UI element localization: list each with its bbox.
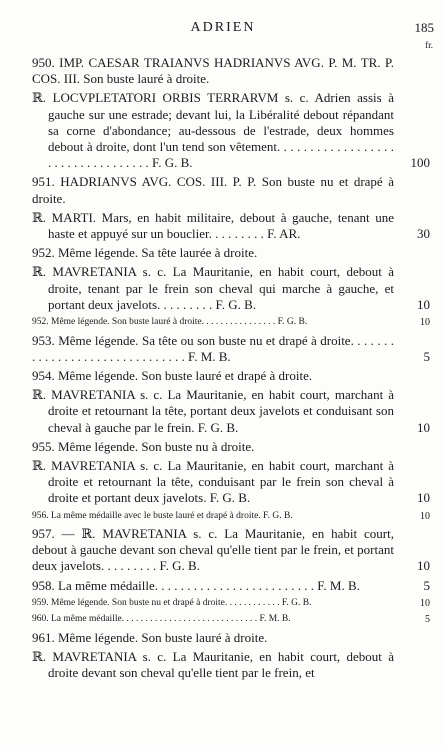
entry-text: ℝ. MAVRETANIA s. c. La Mauritanie, en habit court, marchant à droite et retournant la tête, portant deux javelots et conduisant son cheval à gauche par le frein. F. G. B. bbox=[32, 387, 394, 435]
entry-950 bbox=[0, 55, 446, 87]
entry-956 bbox=[0, 510, 446, 524]
entry-953 bbox=[0, 333, 446, 365]
entry-value: 10 bbox=[417, 490, 430, 506]
entry-value: 30 bbox=[417, 226, 430, 242]
entry-value: 100 bbox=[410, 155, 430, 171]
entry-957 bbox=[0, 526, 446, 575]
entry-text: 952. Même légende. Sa tête laurée à droite. bbox=[32, 245, 258, 261]
entry-text: 957. — ℝ. MAVRETANIA s. c. La Mauritanie, en habit court, debout à gauche devant son cheval qu'elle tient par le frein, et portant deux javelots. . . . . . . . . F. G. B. bbox=[32, 526, 394, 574]
catalogue-entries bbox=[0, 55, 446, 685]
entry-951 bbox=[0, 174, 446, 206]
entry-text: 952. Même légende. Son buste lauré à droite. . . . . . . . . . . . . . . . F. G. B. bbox=[32, 317, 308, 328]
entry-text: 959. Même légende. Son buste nu et drapé à droite. . . . . . . . . . . . F. G. B. bbox=[32, 597, 312, 608]
entry-text: 956. La même médaille avec le buste lauré et drapé à droite. F. G. B. bbox=[32, 510, 293, 521]
entry-960 bbox=[0, 613, 446, 627]
running-title: ADRIEN bbox=[190, 20, 256, 35]
entry-text: 960. La même médaille. . . . . . . . . . . . . . . . . . . . . . . . . . . . . F. M. B. bbox=[32, 614, 291, 625]
entry-952 bbox=[0, 245, 446, 261]
entry-text: 954. Même légende. Son buste lauré et drapé à droite. bbox=[32, 367, 313, 383]
entry-value: 10 bbox=[420, 317, 430, 329]
entry-954-reverse bbox=[0, 387, 446, 436]
entry-959 bbox=[0, 597, 446, 611]
entry-value: 10 bbox=[420, 597, 430, 609]
entry-value: 10 bbox=[417, 419, 430, 435]
entry-text: ℝ. MARTI. Mars, en habit militaire, debout à gauche, tenant une haste et appuyé sur un bouclier. . . . . . . . . F. AR. bbox=[32, 209, 394, 242]
entry-value: 5 bbox=[423, 348, 430, 364]
entry-955-reverse bbox=[0, 458, 446, 507]
entry-text: 950. IMP. CAESAR TRAIANVS HADRIANVS AVG. P. M. TR. P. COS. III. Son buste lauré à droite. bbox=[32, 55, 394, 87]
entry-951-reverse bbox=[0, 210, 446, 242]
entry-952-variant bbox=[0, 316, 446, 330]
entry-text: 951. HADRIANVS AVG. COS. III. P. P. Son buste nu et drapé à droite. bbox=[32, 174, 394, 206]
entry-958 bbox=[0, 578, 446, 594]
entry-950-reverse bbox=[0, 90, 446, 171]
entry-952-reverse bbox=[0, 264, 446, 313]
entry-text: ℝ. MAVRETANIA s. c. La Mauritanie, en habit court, marchant à droite et retournant la tête, conduisant par le frein son cheval à droite et portant deux javelots. F. G. B. bbox=[32, 457, 394, 506]
page-number: 185 bbox=[414, 20, 434, 35]
value-unit-label: fr. bbox=[425, 40, 433, 50]
entry-955 bbox=[0, 439, 446, 455]
entry-text: 953. Même légende. Sa tête ou son buste nu et drapé à droite. . . . . . . . . . . . . . . . . . . . . . . . . . . . . . . F. M. B. bbox=[32, 332, 394, 364]
entry-954 bbox=[0, 368, 446, 384]
entry-value: 5 bbox=[423, 577, 430, 593]
entry-value: 10 bbox=[420, 510, 430, 522]
entry-text: ℝ. MAVRETANIA s. c. La Mauritanie, en habit court, debout à droite devant son cheval qu'elle tient par le frein, et bbox=[32, 649, 394, 681]
entry-value: 10 bbox=[417, 558, 430, 574]
entry-961-reverse bbox=[0, 649, 446, 681]
entry-text: ℝ. MAVRETANIA s. c. La Mauritanie, en habit court, debout à droite, tenant par le frein son cheval qui marche à gauche, et portant deux javelots. . . . . . . . . F. G. B. bbox=[32, 264, 394, 312]
entry-value: 5 bbox=[425, 614, 430, 626]
entry-text: 955. Même légende. Son buste nu à droite. bbox=[32, 438, 255, 454]
entry-value: 10 bbox=[417, 296, 430, 312]
entry-text: ℝ. LOCVPLETATORI ORBIS TERRARVM s. c. Adrien assis à gauche sur une estrade; devant lui, la Libéralité debout répandant sa corne d'abondance; au-dessous de l'estrade, deux hommes debout à droite, dont l'un tend son vêtement. . . . . . . . . . . . . . . . . . . . . . . . . . . . . . . . . . F. G. B. bbox=[32, 90, 394, 171]
entry-text: 961. Même légende. Son buste lauré à droite. bbox=[32, 629, 268, 645]
entry-text: 958. La même médaille. . . . . . . . . . . . . . . . . . . . . . . . . F. M. B. bbox=[32, 577, 360, 593]
entry-961 bbox=[0, 630, 446, 646]
